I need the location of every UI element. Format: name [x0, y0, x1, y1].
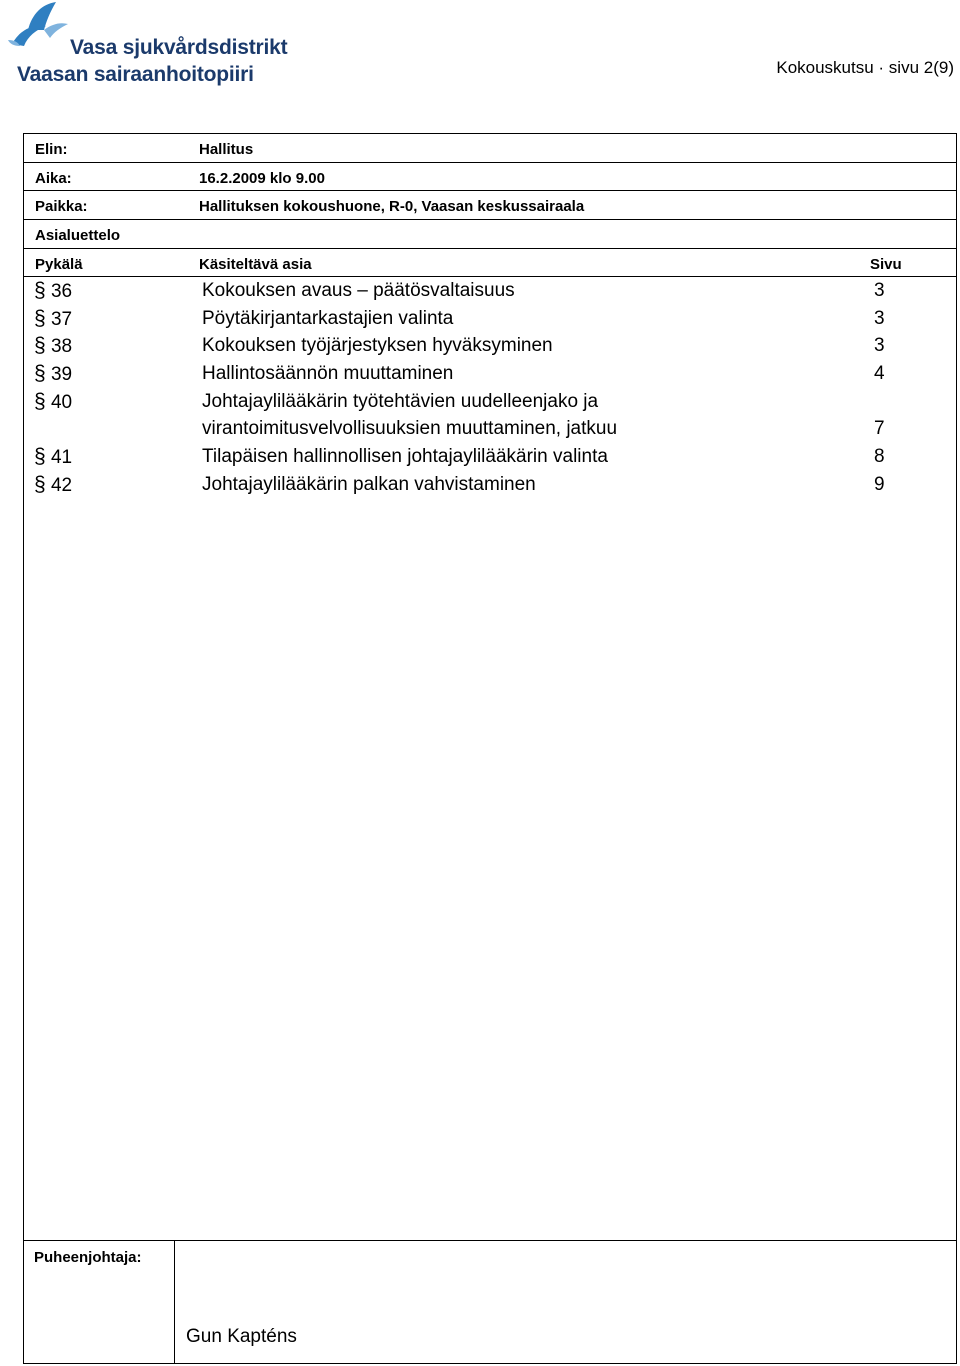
- agenda-item: [24, 360, 956, 388]
- agenda-page: 3: [874, 280, 885, 301]
- agenda-page: 7: [874, 418, 885, 440]
- chairperson-name: Gun Kapténs: [186, 1326, 297, 1347]
- agenda-item: [24, 277, 956, 305]
- agenda-page: 8: [874, 446, 885, 468]
- organization-logo: [6, 0, 306, 95]
- agenda-title-row: [24, 220, 956, 249]
- col-page-header: Sivu: [870, 256, 902, 273]
- agenda-subject: Johtajaylilääkärin palkan vahvistaminen: [202, 473, 536, 495]
- agenda-header-row: [24, 249, 956, 277]
- paragraph-number: [34, 305, 72, 334]
- paragraph-number: [34, 471, 72, 500]
- agenda-subject: Tilapäisen hallinnollisen johtajaylilääkärin valinta: [202, 446, 608, 468]
- agenda-item: [24, 388, 956, 443]
- section-sign: §: [34, 279, 46, 302]
- paragraph-number: [34, 277, 72, 306]
- time-value: 16.2.2009 klo 9.00: [199, 170, 325, 187]
- col-paragraph-header: Pykälä: [35, 256, 83, 273]
- section-sign: §: [34, 362, 46, 386]
- paragraph-number: [34, 360, 72, 389]
- chairperson-label: Puheenjohtaja:: [34, 1249, 142, 1266]
- body-row: [24, 134, 956, 163]
- place-value: Hallituksen kokoushuone, R-0, Vaasan keskussairaala: [199, 198, 585, 215]
- agenda-subject: Johtajaylilääkärin työtehtävien uudelleenjako ja virantoimitusvelvollisuuksien muuttaminen, jatkuu: [202, 390, 618, 440]
- section-sign: §: [34, 445, 46, 469]
- agenda-page: 3: [874, 335, 885, 357]
- paragraph-value: 41: [50, 447, 73, 469]
- time-label: Aika:: [35, 170, 72, 187]
- paragraph-value: 40: [50, 391, 73, 413]
- paragraph-value: 36: [50, 281, 73, 302]
- place-label: Paikka:: [35, 198, 88, 215]
- time-row: [24, 163, 956, 191]
- agenda-item: [24, 332, 956, 360]
- agenda-item: [24, 305, 956, 333]
- agenda-item: [24, 443, 956, 471]
- place-row: [24, 191, 956, 220]
- org-name-finnish: Vaasan sairaanhoitopiiri: [17, 63, 254, 86]
- paragraph-value: 42: [50, 474, 73, 496]
- paragraph-value: 39: [50, 364, 73, 386]
- signature-box: [24, 1240, 956, 1364]
- paragraph-value: 37: [50, 308, 73, 330]
- section-sign: §: [34, 389, 46, 413]
- agenda-subject: Kokouksen avaus – päätösvaltaisuus: [202, 280, 515, 301]
- agenda-list: [24, 277, 956, 499]
- section-sign: §: [34, 306, 46, 330]
- section-sign: §: [34, 472, 46, 496]
- col-subject-header: Käsiteltävä asia: [199, 256, 312, 273]
- agenda-page: 4: [874, 363, 885, 385]
- signature-divider: [174, 1241, 175, 1364]
- bird-logo-icon: [6, 0, 70, 60]
- body-value: Hallitus: [199, 141, 254, 158]
- agenda-subject: Kokouksen työjärjestyksen hyväksyminen: [202, 335, 553, 357]
- paragraph-value: 38: [50, 336, 73, 358]
- body-label: Elin:: [35, 141, 68, 158]
- agenda-page: 9: [874, 473, 885, 495]
- agenda-item: [24, 471, 956, 499]
- agenda-subject: Pöytäkirjantarkastajien valinta: [202, 307, 454, 329]
- paragraph-number: [34, 388, 72, 417]
- paragraph-number: [34, 332, 72, 361]
- agenda-subject: Hallintosäännön muuttaminen: [202, 363, 454, 385]
- org-name-swedish: Vasa sjukvårdsdistrikt: [70, 36, 288, 59]
- agenda-title: Asialuettelo: [35, 227, 121, 244]
- paragraph-number: [34, 443, 72, 472]
- agenda-page: 3: [874, 307, 885, 329]
- section-sign: §: [34, 334, 46, 358]
- meeting-form: [23, 133, 957, 1364]
- document-page-label: Kokouskutsu · sivu 2(9): [776, 58, 954, 77]
